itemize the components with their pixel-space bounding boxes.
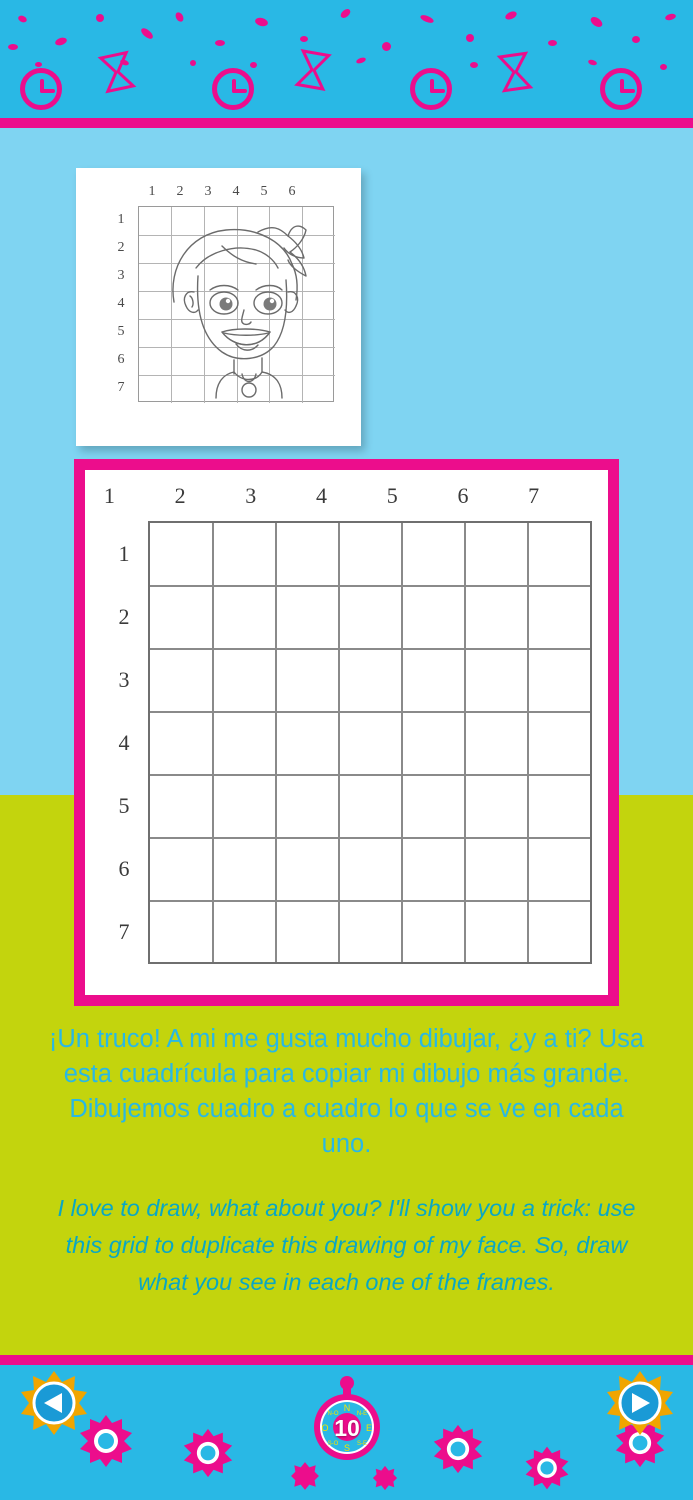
reference-column-labels — [138, 184, 334, 200]
grid-line-h — [150, 837, 590, 839]
practice-col-label: 5 — [386, 483, 398, 508]
confetti-dot — [632, 36, 640, 43]
confetti-dot — [254, 16, 269, 27]
top-decorative-banner — [0, 0, 693, 128]
svg-text:N-O: N-O — [327, 1411, 339, 1417]
clock-icon — [212, 68, 254, 110]
practice-grid-row-labels — [104, 522, 144, 963]
boy-face-drawing — [138, 206, 334, 402]
clock-icon — [20, 68, 62, 110]
grid-line-v — [338, 523, 340, 962]
grid-line-v — [275, 523, 277, 962]
instructions-spanish: ¡Un truco! A mi me gusta mucho dibujar, ¿y a ti? Usa esta cuadrícula para copiar mi dibujo más grande. Dibujemos cuadro a cuadro lo que se ve en cada uno. — [48, 1025, 645, 1158]
reference-drawing-card — [76, 168, 361, 446]
practice-col-label: 1 — [103, 483, 115, 508]
grid-line-v — [401, 523, 403, 962]
confetti-dot — [54, 36, 68, 46]
page-number: 10 — [334, 1414, 360, 1441]
confetti-dot — [504, 10, 518, 21]
reference-row-label: 1 — [117, 212, 125, 227]
practice-row-label: 1 — [118, 540, 130, 566]
practice-row-label: 2 — [118, 603, 130, 629]
instructions-english: I love to draw, what about you? I'll show you a trick: use this grid to duplicate this drawing of my face. So, draw what you see in each one of the frames. — [57, 1195, 636, 1295]
confetti-dot — [250, 62, 257, 68]
practice-row-label: 3 — [118, 666, 130, 692]
clock-icon — [600, 68, 642, 110]
svg-text:O: O — [321, 1423, 329, 1433]
confetti-dot — [300, 36, 308, 42]
reference-col-label: 3 — [204, 184, 212, 199]
confetti-dot — [548, 40, 557, 46]
practice-grid[interactable] — [148, 521, 592, 964]
hourglass-icon — [293, 47, 333, 92]
splat-decoration — [372, 1465, 398, 1491]
confetti-dot — [8, 44, 18, 50]
reference-col-label: 4 — [232, 184, 240, 199]
splat-decoration — [432, 1423, 484, 1475]
confetti-dot — [587, 59, 597, 67]
confetti-dot — [470, 62, 478, 68]
practice-grid-column-labels — [74, 483, 569, 523]
reference-col-label: 6 — [288, 184, 296, 199]
reference-row-labels — [110, 206, 132, 402]
practice-col-label: 6 — [457, 483, 469, 508]
practice-row-label: 5 — [118, 792, 130, 818]
reference-row-label: 2 — [117, 240, 125, 255]
confetti-dot — [339, 7, 352, 19]
reference-col-label: 2 — [176, 184, 184, 199]
reference-col-label: 1 — [148, 184, 156, 199]
svg-text:E: E — [365, 1423, 373, 1433]
reference-col-label: 5 — [260, 184, 268, 199]
confetti-dot — [35, 62, 42, 67]
svg-text:S: S — [343, 1443, 351, 1453]
banner-bottom-rule — [0, 118, 693, 128]
confetti-dot — [139, 26, 154, 40]
confetti-dot — [96, 14, 104, 22]
grid-line-h — [150, 648, 590, 650]
confetti-dot — [664, 13, 676, 22]
hourglass-icon — [495, 50, 534, 94]
confetti-dot — [190, 60, 196, 66]
practice-col-label: 4 — [316, 483, 328, 508]
practice-row-label: 6 — [118, 855, 130, 881]
practice-col-label: 7 — [528, 483, 540, 508]
confetti-dot — [355, 56, 366, 64]
svg-text:N-E: N-E — [356, 1411, 368, 1417]
confetti-dot — [382, 42, 391, 51]
previous-page-button[interactable] — [18, 1370, 90, 1436]
next-page-button[interactable] — [604, 1370, 676, 1436]
banner-top-rule — [0, 1355, 693, 1365]
practice-col-label: 3 — [245, 483, 257, 508]
splat-decoration — [290, 1461, 320, 1491]
svg-text:N: N — [343, 1403, 351, 1413]
practice-row-label: 4 — [118, 729, 130, 755]
reference-drawing-inner — [104, 184, 332, 428]
grid-line-h — [150, 900, 590, 902]
confetti-dot — [589, 15, 604, 29]
clock-icon — [410, 68, 452, 110]
confetti-dot — [17, 14, 28, 23]
grid-line-v — [527, 523, 529, 962]
confetti-dot — [466, 34, 474, 42]
reference-row-label: 5 — [117, 324, 125, 339]
splat-decoration — [524, 1445, 570, 1491]
svg-text:S-E: S-E — [356, 1441, 368, 1447]
practice-col-label: 2 — [174, 483, 186, 508]
confetti-dot — [419, 14, 434, 25]
confetti-dot — [174, 11, 185, 23]
grid-line-h — [150, 585, 590, 587]
splat-decoration — [182, 1427, 234, 1479]
grid-line-v — [212, 523, 214, 962]
reference-row-label: 7 — [117, 380, 125, 395]
grid-line-h — [150, 774, 590, 776]
grid-line-h — [150, 711, 590, 713]
reference-row-label: 3 — [117, 268, 125, 283]
hourglass-icon — [96, 49, 138, 95]
grid-line-v — [464, 523, 466, 962]
reference-row-label: 6 — [117, 352, 125, 367]
practice-row-label: 7 — [118, 918, 130, 944]
reference-row-label: 4 — [117, 296, 125, 311]
compass-page-marker — [311, 1375, 383, 1463]
confetti-dot — [215, 40, 225, 46]
confetti-dot — [660, 64, 667, 70]
svg-text:S-O: S-O — [327, 1441, 339, 1447]
